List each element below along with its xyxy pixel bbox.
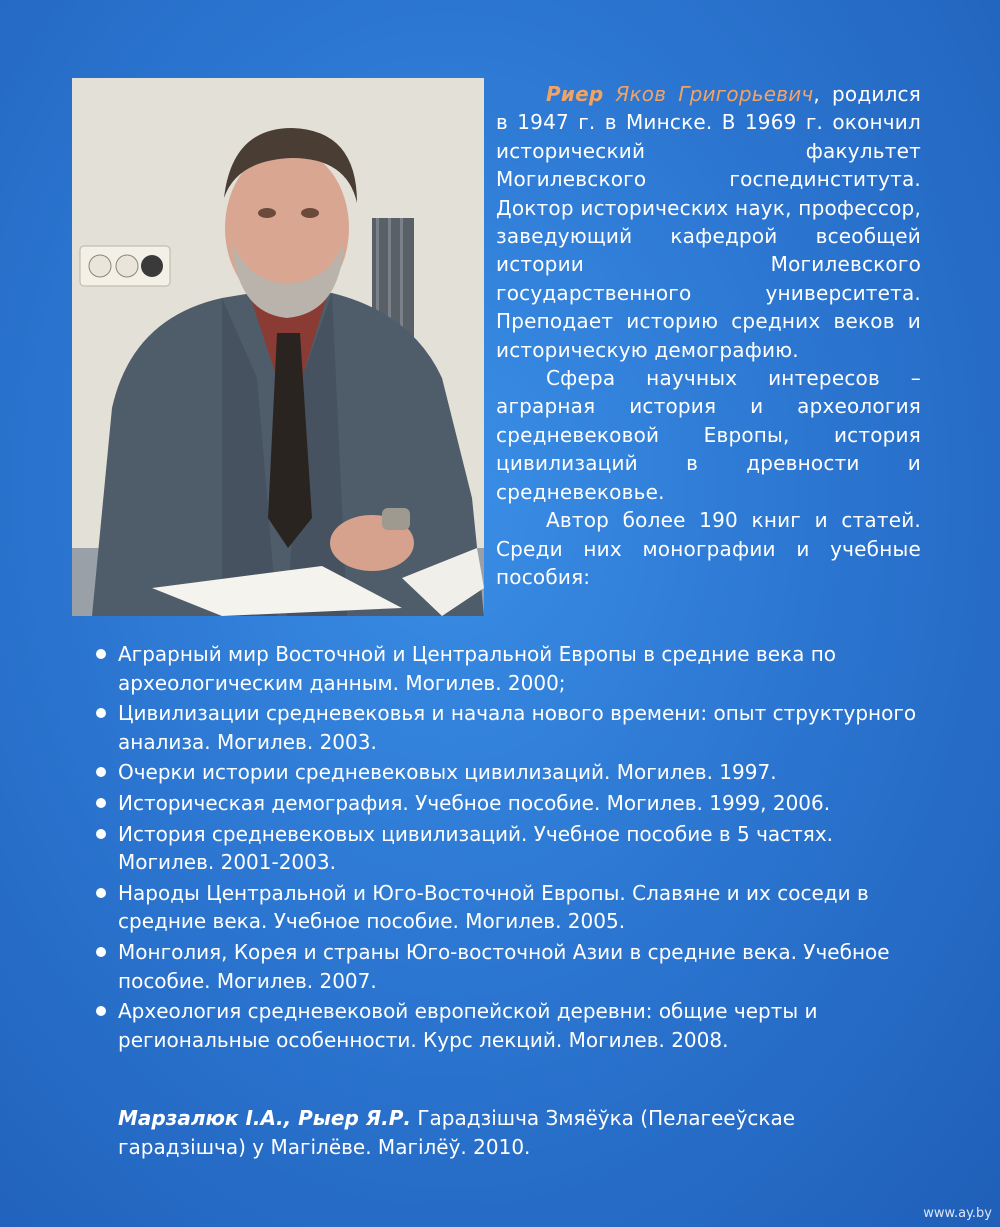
author-biography bbox=[496, 80, 921, 591]
work-title: Народы Центральной и Юго-Восточной Европы. Славяне и их соседи в средние века. Учебное пособие. Могилев. 2005. bbox=[118, 880, 869, 934]
list-item bbox=[92, 997, 932, 1054]
author-given-name: Яков Григорьевич bbox=[615, 82, 814, 106]
list-item bbox=[92, 938, 932, 995]
bullet-icon bbox=[96, 708, 106, 718]
work-title: Цивилизации средневековья и начала нового времени: опыт структурного анализа. Могилев. 2003. bbox=[118, 701, 917, 754]
bio-paragraph-2: Сфера научных интересов – аграрная история и археология средневековой Европы, история цивилизаций в древности и средневековье. bbox=[496, 366, 921, 504]
works-list bbox=[92, 640, 932, 1056]
list-item bbox=[92, 789, 932, 818]
work-title: Очерки истории средневековых цивилизаций. Могилев. 1997. bbox=[118, 760, 777, 785]
bullet-icon bbox=[96, 1006, 106, 1016]
work-title: История средневековых цивилизаций. Учебное пособие в 5 частях. Могилев. 2001-2003. bbox=[118, 821, 834, 875]
bullet-icon bbox=[96, 829, 106, 839]
work-title: Археология средневековой европейской деревни: общие черты и региональные особенности. Курс лекций. Могилев. 2008. bbox=[118, 999, 818, 1052]
coauthored-title: Гарадзішча Змяёўка (Пелагееўскае гарадзішча) у Магілёве. Магілёў. 2010. bbox=[118, 1106, 796, 1159]
work-title: Аграрный мир Восточной и Центральной Европы в средние века по археологическим данным. Могилев. 2000; bbox=[118, 642, 837, 695]
site-watermark: www.ay.by bbox=[923, 1206, 992, 1221]
list-item bbox=[92, 640, 932, 697]
coauthored-work bbox=[118, 1104, 918, 1161]
bullet-icon bbox=[96, 798, 106, 808]
bullet-icon bbox=[96, 767, 106, 777]
bullet-icon bbox=[96, 649, 106, 659]
author-surname: Риер bbox=[546, 82, 604, 106]
list-item bbox=[92, 879, 932, 936]
work-title: Историческая демография. Учебное пособие. Могилев. 1999, 2006. bbox=[118, 790, 831, 815]
bullet-icon bbox=[96, 888, 106, 898]
bio-paragraph-1 bbox=[496, 80, 921, 364]
author-portrait bbox=[72, 78, 484, 616]
portrait-illustration bbox=[72, 78, 484, 616]
work-title: Монголия, Корея и страны Юго-восточной Азии в средние века. Учебное пособие. Могилев. 2007. bbox=[118, 939, 890, 993]
list-item bbox=[92, 699, 932, 756]
bio-paragraph-3: Автор более 190 книг и статей. Среди них монографии и учебные пособия: bbox=[496, 508, 921, 589]
bio-text-1: , родился в 1947 г. в Минске. В 1969 г. окончил исторический факультет Могилевского госпединститута. Доктор исторических наук, профессор, заведующий кафедрой всеобщей истории Могилевского государственного университета. Преподает историю средних веков и историческую демографию. bbox=[496, 82, 921, 362]
bullet-icon bbox=[96, 947, 106, 957]
coauthors: Марзалюк І.А., Рыер Я.Р. bbox=[118, 1106, 411, 1130]
author-name bbox=[546, 82, 813, 106]
list-item bbox=[92, 820, 932, 877]
list-item bbox=[92, 758, 932, 787]
